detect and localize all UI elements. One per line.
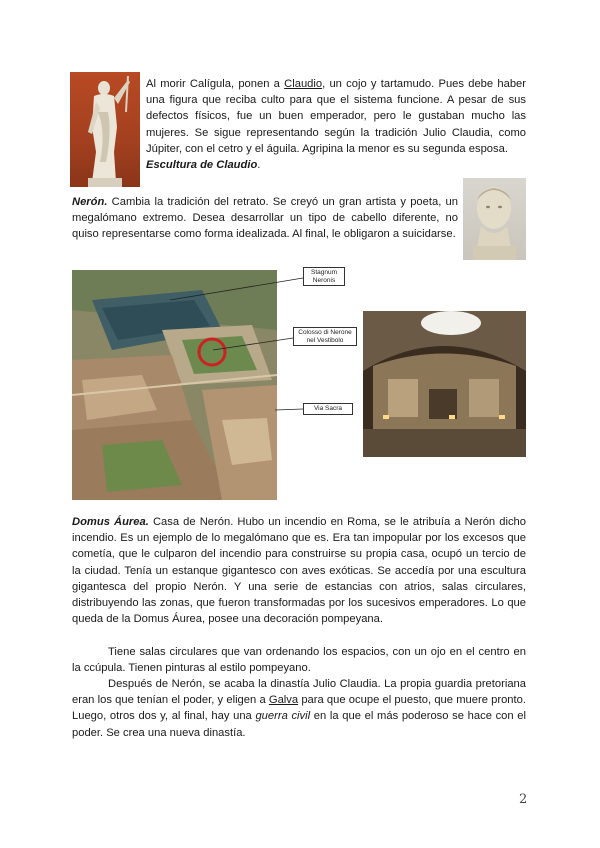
domus-p2-text: Tiene salas circulares que van ordenando los espacios, con un ojo en el centro en la ccúpula. Tienen pinturas al estilo pompeyano. — [72, 646, 526, 675]
guerra-civil-emphasis: guerra civil — [255, 710, 311, 723]
page-number: 2 — [519, 792, 528, 807]
domus-p3-post: en la que el más poderoso se hace con el poder. Se crea una nueva dinastía. — [72, 710, 527, 739]
callout-stagnum: Stagnum Neronis — [303, 267, 345, 286]
claudio-text-post: , un cojo y tartamudo. Pues debe haber una figura que reciba culto para que el sistema funcione. A pesar de sus defectos físicos, fue un buen emperador, pero le gustaban mucho las mujeres. Se sigue representando según la tradición Julio Claudia, como Júpiter, con el cetro y el águila. Agripina la menor es su segunda esposa. — [146, 78, 526, 155]
domus-paragraph — [72, 514, 526, 627]
galva-link[interactable]: Galva — [268, 694, 299, 707]
domus-paragraph-2 — [72, 644, 526, 676]
callout-line-stagnum — [170, 278, 303, 300]
callout-line-colosso — [213, 338, 293, 350]
claudio-caption: Escultura de Claudio — [146, 159, 258, 172]
claudio-text-pre: Al morir Calígula, ponen a — [146, 78, 285, 90]
domus-paragraph-3 — [72, 676, 526, 741]
domus-title: Domus Áurea. — [72, 516, 149, 528]
claudio-link[interactable]: Claudio — [284, 78, 323, 90]
callout-via-sacra: Via Sacra — [303, 403, 353, 415]
neron-text: Cambia la tradición del retrato. Se creyó un gran artista y poeta, un megalómano extremo. Desea desarrollar un tipo de cabello diferente, no quiso representarse como forma idealizada. Al final, le obligaron a suicidarse. — [72, 196, 458, 241]
neron-title: Nerón. — [72, 196, 108, 208]
domus-text: Casa de Nerón. Hubo un incendio en Roma, se le atribuía a Nerón dicho incendio. Es un ejemplo de lo megalómano que es. Era tan impopular por los excesos que cometía, que le culparon del incendio para construirse su propia casa, ocupó un tercio de la ciudad. Tenía un estanque gigantesco con aves exóticas. Se accedía por una escultura gigantesca del propio Nerón. Y una serie de estancias con atrios, salas circulares, distribuyendo las zonas, que fueron transformadas por los sucesivos emperadores. Lo que queda de la Domus Áurea, posee una decoración pompeyana. — [72, 516, 526, 626]
claudio-caption-end: . — [257, 159, 261, 172]
domus-p3-pre: Después de Nerón, se acaba la dinastía Julio Claudia. La propia guardia pretoriana eran los que tenían el poder, y eligen a — [72, 678, 526, 707]
domus-p3-mid: para que ocupe el puesto, que muere pronto. Luego, otros dos y, al final, hay una — [72, 694, 526, 723]
domus-aurea-interior-image — [363, 311, 526, 457]
callout-colosso: Colosso di Nerone nel Vestibolo — [293, 327, 357, 346]
callout-line-sacra — [275, 409, 303, 410]
